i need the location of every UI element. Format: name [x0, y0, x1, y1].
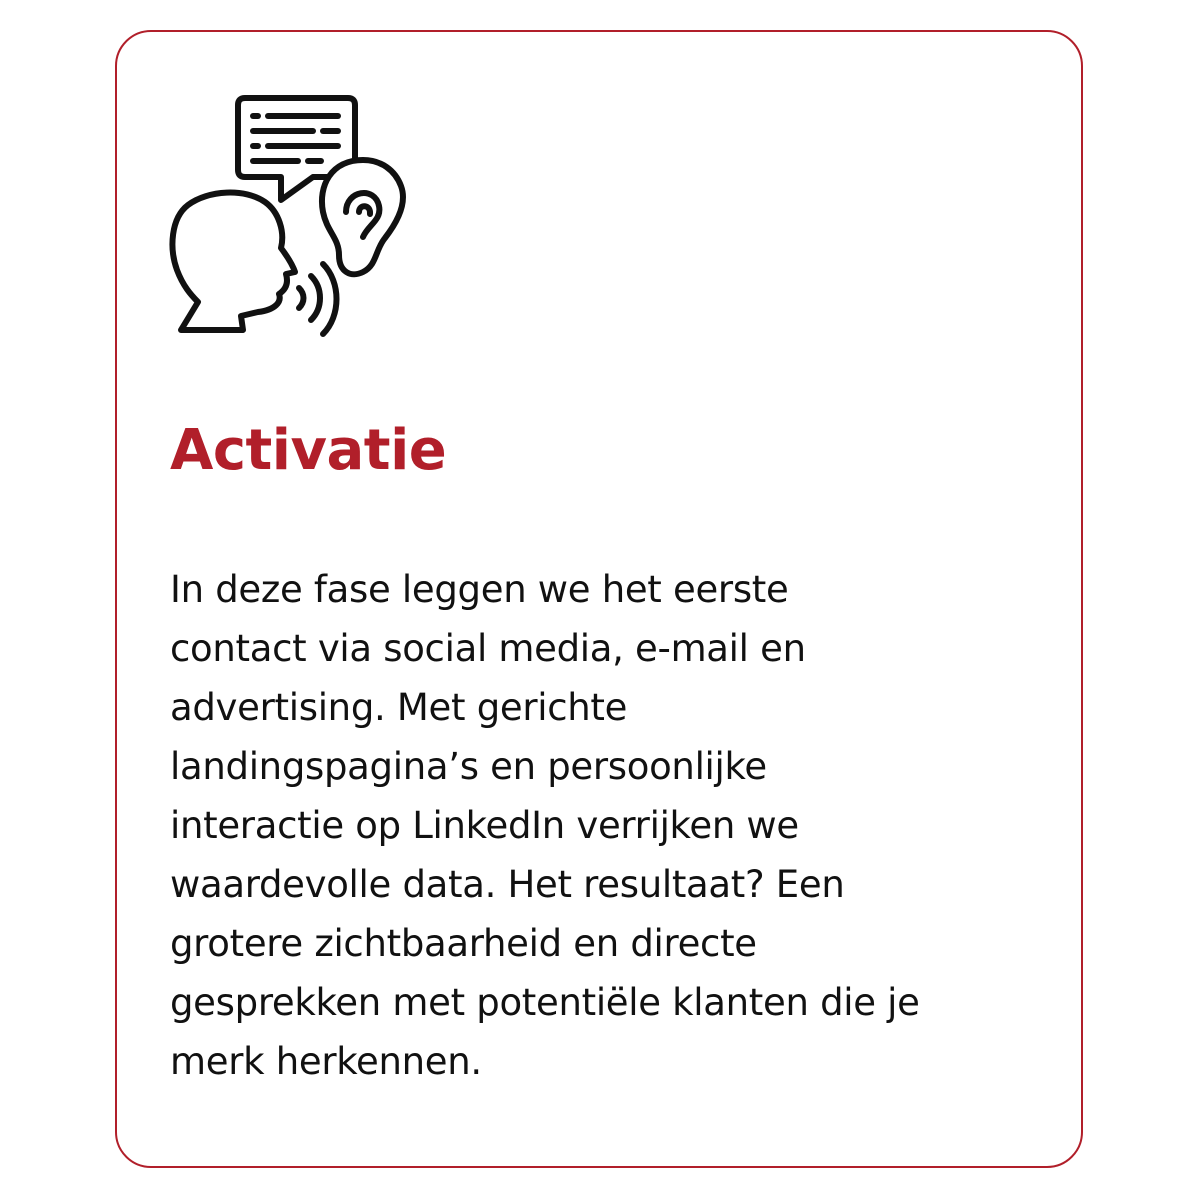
card-description [170, 560, 920, 1091]
card-title: Activatie [170, 418, 447, 483]
description-line: advertising. Met gerichte [170, 686, 628, 729]
description-line: waardevolle data. Het resultaat? Een [170, 863, 845, 906]
description-line: contact via social media, e-mail en [170, 627, 806, 670]
ear-icon [322, 160, 403, 274]
description-line: merk herkennen. [170, 1040, 482, 1083]
description-line: landingspagina’s en persoonlijke [170, 745, 767, 788]
description-line: grotere zichtbaarheid en directe [170, 922, 757, 965]
head-icon [172, 193, 295, 330]
description-line: In deze fase leggen we het eerste [170, 568, 789, 611]
description-line: gesprekken met potentiële klanten die je [170, 981, 920, 1024]
description-line: interactie op LinkedIn verrijken we [170, 804, 799, 847]
conversation-listening-icon [163, 90, 423, 340]
